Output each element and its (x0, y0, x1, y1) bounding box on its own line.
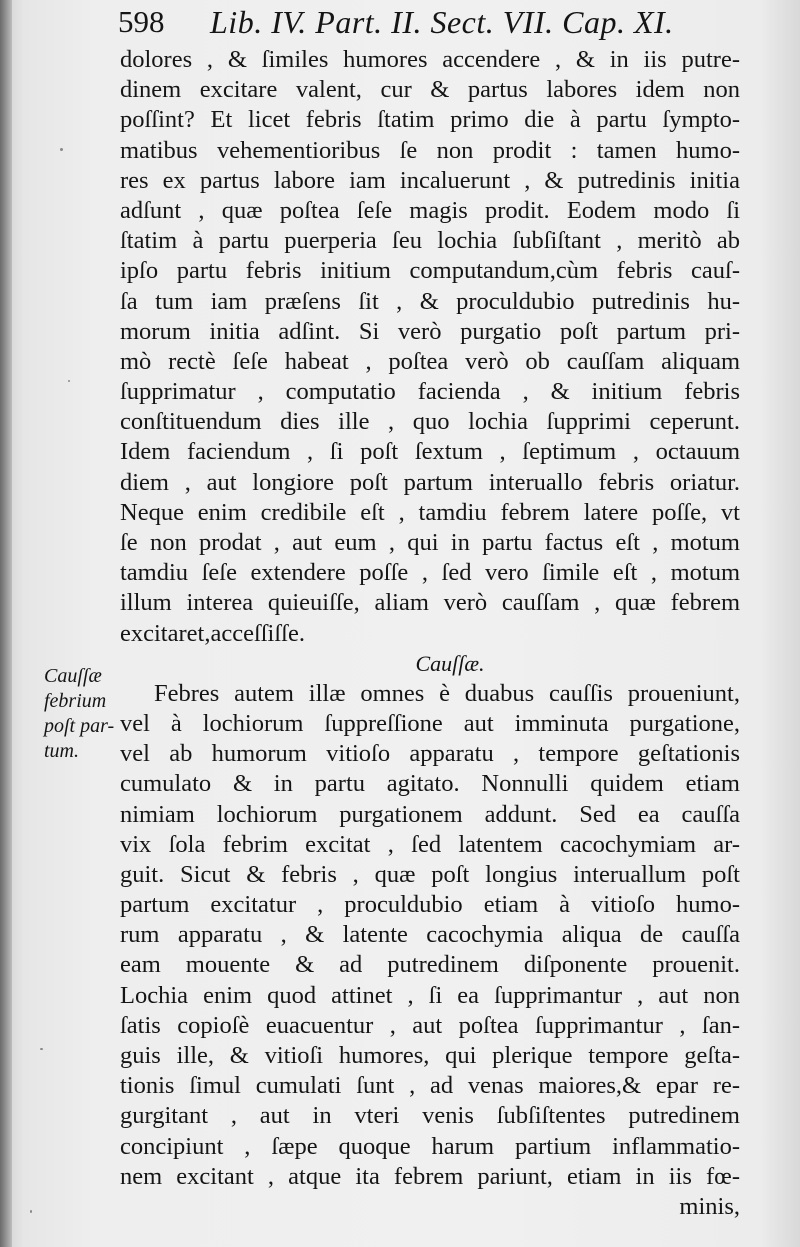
text-line: ſupprimatur , computatio facienda , & initium febris (120, 378, 740, 406)
text-line: diem , aut longiore poſt partum interuallo febris oriatur. (120, 468, 740, 496)
marginal-note (44, 664, 122, 764)
text-line: tionis ſimul cumulati ſunt , ad venas maiores,& epar re- (120, 1072, 740, 1100)
marginal-note-line: poſt par- (44, 715, 115, 737)
body-text (120, 45, 740, 1222)
ink-speck (68, 380, 70, 382)
ink-speck (40, 1048, 43, 1050)
text-line: morum initia adſint. Si verò purgatio poſt partum pri- (120, 317, 740, 345)
text-line: illum interea quieuiſſe, aliam verò cauſſam , quæ febrem (120, 589, 740, 617)
text-line: adſunt , quæ poſtea ſeſe magis prodit. Eodem modo ſi (120, 196, 740, 224)
text-line: concipiunt , ſæpe quoque harum partium inflammatio- (120, 1132, 740, 1160)
text-line: ipſo partu febris initium computandum,cùm febris cauſ- (120, 257, 740, 285)
text-line: partum excitatur , proculdubio etiam à vitioſo humo- (120, 891, 740, 919)
marginal-note-line: febrium (44, 690, 107, 712)
text-line: eam mouente & ad putredinem diſponente prouenit. (120, 951, 740, 979)
text-line: guis ille, & vitioſi humores, qui plerique tempore geſta- (120, 1042, 740, 1069)
marginal-note-line: Cauſſæ (44, 665, 102, 687)
text-line: dinem excitare valent, cur & partus labores idem non (120, 76, 740, 104)
text-line: res ex partus labore iam incaluerunt , & putredinis initia (120, 166, 740, 194)
text-line: excitaret,acceſſiſſe. (120, 619, 305, 647)
text-line: ſtatim à partu puerperia ſeu lochia ſubſiſtant , meritò ab (120, 227, 740, 255)
text-line: vix ſola febrim excitat , ſed latentem cacochymiam ar- (120, 830, 740, 858)
ink-speck (30, 1210, 32, 1213)
text-line: ſa tum iam præſens ſit , & proculdubio putredinis hu- (120, 287, 740, 315)
ink-speck (60, 148, 63, 151)
text-line: guit. Sicut & febris , quæ poſt longius interuallum poſt (120, 860, 740, 888)
text-line: vel ab humorum vitioſo apparatu , tempore geſtationis (120, 740, 740, 768)
section-heading: Cauſſæ. (415, 650, 485, 676)
text-line: Febres autem illæ omnes è duabus cauſſis proueniunt, (154, 679, 740, 707)
text-line: nem excitant , atque ita febrem pariunt, etiam in iis fœ- (120, 1162, 740, 1190)
text-line: ſe non prodat , aut eum , qui in partu factus eſt , motum (120, 529, 740, 556)
text-line: ſatis copioſè euacuentur , aut poſtea ſupprimantur , ſan- (120, 1011, 740, 1039)
text-line: mò rectè ſeſe habeat , poſtea verò ob cauſſam aliquam (120, 347, 740, 375)
text-line: tamdiu ſeſe extendere poſſe , ſed vero ſimile eſt , motum (120, 559, 740, 587)
running-head: Lib. IV. Part. II. Sect. VII. Cap. XI. (210, 4, 674, 40)
text-line: dolores , & ſimiles humores accendere , & in iis putre- (120, 46, 740, 73)
text-line: matibus vehementioribus ſe non prodit : tamen humo- (120, 136, 740, 164)
paragraph-1 (120, 45, 740, 649)
text-line: Lochia enim quod attinet , ſi ea ſupprimantur , aut non (120, 981, 740, 1009)
page-header (118, 4, 708, 48)
page-number: 598 (118, 4, 165, 39)
text-line: cumulato & in partu agitato. Nonnulli quidem etiam (120, 770, 740, 798)
text-line: poſſint? Et licet febris ſtatim primo die à partu ſympto- (120, 106, 740, 134)
paragraph-2 (120, 679, 740, 1222)
text-line: vel à lochiorum ſuppreſſione aut imminuta purgatione, (120, 709, 740, 737)
text-line: minis, (679, 1192, 740, 1220)
marginal-note-line: tum. (44, 740, 79, 762)
text-line: gurgitant , aut in vteri venis ſubſiſtentes putredinem (120, 1102, 740, 1130)
text-line: nimiam lochiorum purgationem addunt. Sed ea cauſſa (120, 800, 740, 828)
text-line: Idem faciendum , ſi poſt ſextum , ſeptimum , octauum (120, 438, 740, 466)
text-line: Neque enim credibile eſt , tamdiu febrem latere poſſe, vt (120, 498, 740, 526)
text-line: conſtituendum dies ille , quo lochia ſupprimi ceperunt. (120, 408, 740, 436)
text-line: rum apparatu , & latente cacochymia aliqua de cauſſa (120, 921, 740, 949)
